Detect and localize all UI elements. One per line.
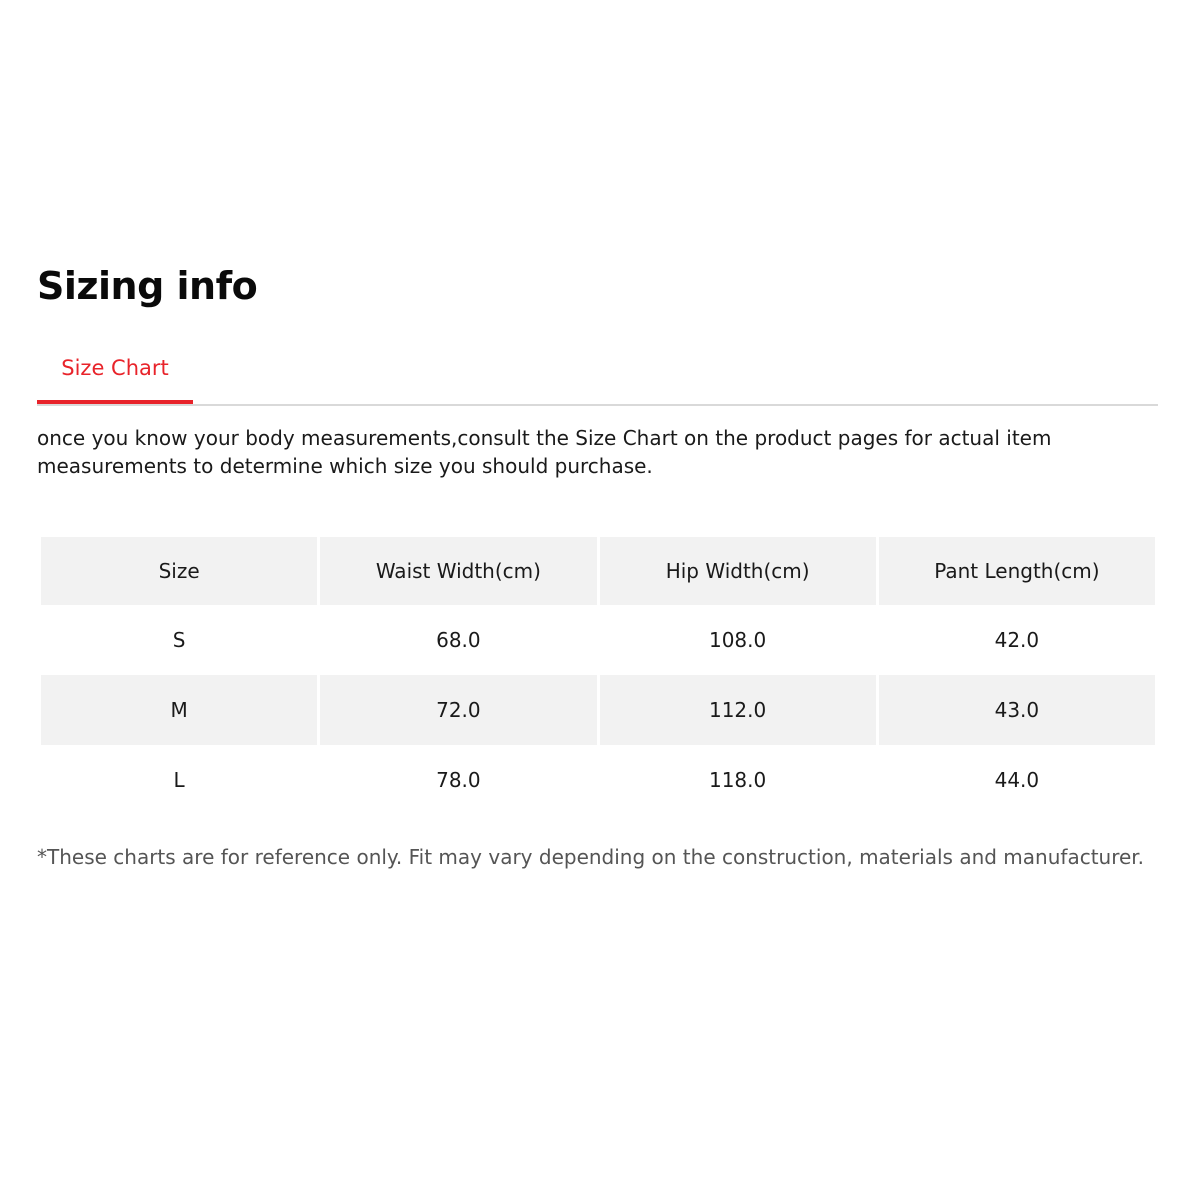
cell-waist-width: 68.0 xyxy=(436,628,481,652)
tab-bar xyxy=(37,340,1158,406)
page-title: Sizing info xyxy=(37,264,258,308)
tab-blurred-placeholder xyxy=(207,340,357,402)
cell-size: M xyxy=(41,675,317,745)
tab-size-chart[interactable] xyxy=(37,340,193,404)
cell-size: L xyxy=(173,768,185,792)
table-header-row xyxy=(41,537,1155,605)
sizing-description: once you know your body measurements,consult the Size Chart on the product pages for actual item measurements to determine which size you should purchase. xyxy=(37,426,1052,478)
table-row xyxy=(41,745,1155,815)
cell-hip-width: 118.0 xyxy=(708,768,767,792)
header-waist-width: Waist Width(cm) xyxy=(320,537,596,605)
size-chart-table xyxy=(38,537,1158,815)
cell-hip-width: 108.0 xyxy=(708,628,767,652)
header-hip-width: Hip Width(cm) xyxy=(600,537,876,605)
tab-label: Size Chart xyxy=(61,356,169,380)
header-size: Size xyxy=(41,537,317,605)
cell-pant-length: 43.0 xyxy=(879,675,1155,745)
cell-size: S xyxy=(172,628,186,652)
cell-hip-width: 112.0 xyxy=(600,675,876,745)
cell-pant-length: 44.0 xyxy=(994,768,1040,792)
disclaimer-footnote: *These charts are for reference only. Fit may vary depending on the construction, materials and manufacturer. xyxy=(37,845,1145,869)
cell-pant-length: 42.0 xyxy=(994,628,1040,652)
table-row xyxy=(41,675,1155,745)
cell-waist-width: 72.0 xyxy=(320,675,596,745)
table-row xyxy=(41,605,1155,675)
cell-waist-width: 78.0 xyxy=(436,768,481,792)
header-pant-length: Pant Length(cm) xyxy=(879,537,1155,605)
